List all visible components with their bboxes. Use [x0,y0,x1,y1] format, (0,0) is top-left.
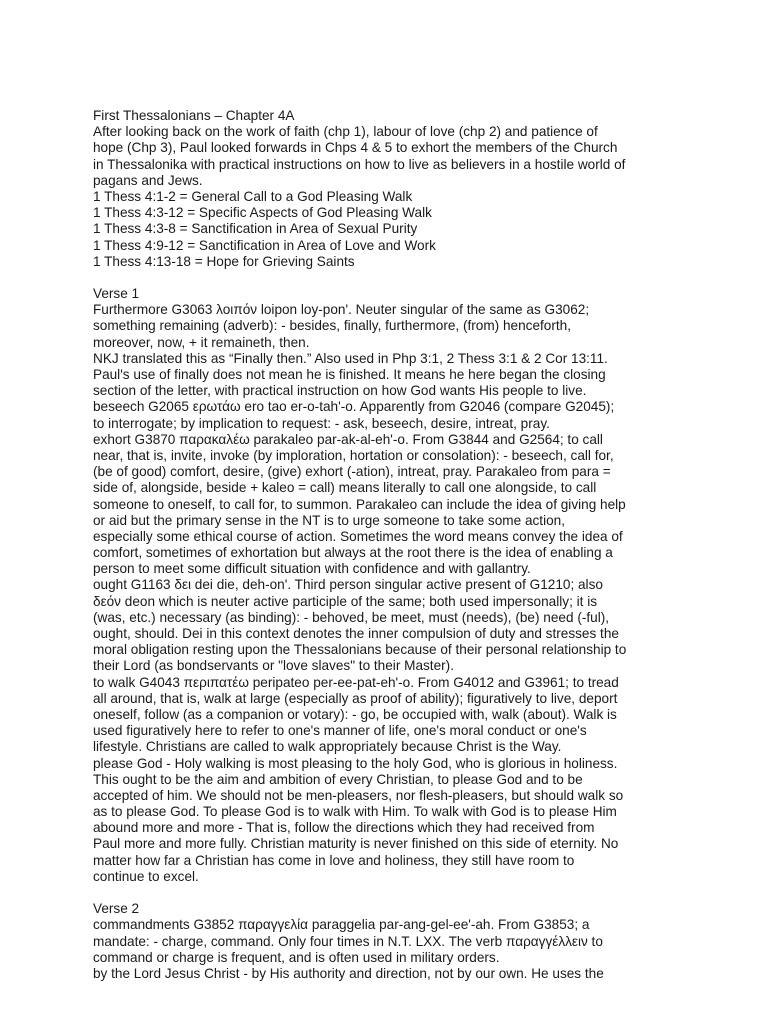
text-line: near, that is, invite, invoke (by imploration, hortation or consolation): - beseech, call for, [93,447,614,463]
text-line: lifestyle. Christians are called to walk appropriately because Christ is the Way. [93,739,562,755]
outline-item: 1 Thess 4:13-18 = Hope for Grieving Saints [93,253,355,269]
text-line: by the Lord Jesus Christ - by His authority and direction, not by our own. He uses the [93,965,604,981]
text-line: oneself, follow (as a companion or votary): - go, be occupied with, walk (about). Walk is [93,706,617,722]
text-line: someone to oneself, to call for, to summon. Parakaleo can include the idea of giving help [93,496,626,512]
text-line: something remaining (adverb): - besides, finally, furthermore, (from) henceforth, [93,318,571,334]
text-line: matter how far a Christian has come in love and holiness, they still have room to [93,852,575,868]
text-line: especially some ethical course of action. Sometimes the word means convey the idea of [93,528,623,544]
text-line: all around, that is, walk at large (especially as proof of ability); figuratively to live, deport [93,690,618,706]
text-line: (be of good) comfort, desire, (give) exhort (-ation), intreat, pray. Parakaleo from para = [93,464,611,480]
text-line: side of, alongside, beside + kaleo = call) means literally to call one alongside, to call [93,480,597,496]
outline-item: 1 Thess 4:1-2 = General Call to a God Pleasing Walk [93,188,413,204]
text-line: exhort G3870 παρακαλέω parakaleo par-ak-al-eh'-o. From G3844 and G2564; to call [93,431,603,447]
text-line: After looking back on the work of faith (chp 1), labour of love (chp 2) and patience of [93,124,598,140]
text-line: to walk G4043 περιπατέω peripateo per-ee-pat-eh'-o. From G4012 and G3961; to tread [93,674,619,690]
chapter-outline [93,189,663,270]
text-line: Paul more and more fully. Christian maturity is never finished on this side of eternity. No [93,836,619,852]
text-line: NKJ translated this as “Finally then.” Also used in Php 3:1, 2 Thess 3:1 & 2 Cor 13:11. [93,350,608,366]
verse-1-commentary [93,302,663,885]
text-line: moreover, now, + it remaineth, then. [93,334,310,350]
text-line: as to please God. To please God is to walk with Him. To walk with God is to please Him [93,804,617,820]
intro-paragraph [93,124,663,189]
text-line: pagans and Jews. [93,172,203,188]
text-line: command or charge is frequent, and is often used in military orders. [93,949,500,965]
text-line: This ought to be the aim and ambition of every Christian, to please God and to be [93,771,583,787]
verse-2-commentary [93,917,663,982]
outline-item: 1 Thess 4:9-12 = Sanctification in Area of Love and Work [93,237,436,253]
text-line: or aid but the primary sense in the NT is to urge someone to take some action, [93,512,565,528]
text-line: section of the letter, with practical instruction on how God wants His people to live. [93,383,587,399]
document-title: First Thessalonians – Chapter 4A [93,108,295,123]
text-line: in Thessalonika with practical instructions on how to live as believers in a hostile world of [93,156,626,172]
text-line: mandate: - charge, command. Only four times in N.T. LXX. The verb παραγγέλλειν to [93,933,603,949]
text-line: please God - Holy walking is most pleasing to the holy God, who is glorious in holiness. [93,755,618,771]
text-line: moral obligation resting upon the Thessalonians because of their personal relationship to [93,642,627,658]
text-line: (was, etc.) necessary (as binding): - behoved, be meet, must (needs), (be) need (-ful), [93,609,610,625]
outline-item: 1 Thess 4:3-8 = Sanctification in Area of Sexual Purity [93,221,418,237]
text-line: commandments G3852 παραγγελία paraggelia par-ang-gel-ee'-ah. From G3853; a [93,917,590,933]
text-line: ought, should. Dei in this context denotes the inner compulsion of duty and stresses the [93,626,619,641]
text-line: hope (Chp 3), Paul looked forwards in Chps 4 & 5 to exhort the members of the Church [93,140,618,156]
text-line: Furthermore G3063 λοιπόν loipon loy-pon'. Neuter singular of the same as G3062; [93,302,590,318]
text-line: ought G1163 δει dei die, deh-on'. Third person singular active present of G1210; also [93,577,603,593]
text-line: person to meet some difficult situation with confidence and with gallantry. [93,561,531,577]
verse-2-heading: Verse 2 [93,901,140,917]
document-body [93,108,663,982]
text-line: beseech G2065 ερωτάω ero tao er-o-tah'-o. Apparently from G2046 (compare G2045); [93,399,615,415]
text-line: comfort, sometimes of exhortation but always at the root there is the idea of enabling a [93,545,613,561]
text-line: abound more and more - That is, follow the directions which they had received from [93,820,595,836]
spacer [93,885,663,901]
verse-1-heading: Verse 1 [93,286,140,302]
text-line: their Lord (as bondservants or "love slaves" to their Master). [93,658,454,674]
text-line: δεόν deon which is neuter active participle of the same; both used impersonally; it is [93,593,598,609]
text-line: continue to excel. [93,868,199,884]
text-line: to interrogate; by implication to request: - ask, beseech, desire, intreat, pray. [93,415,550,431]
outline-item: 1 Thess 4:3-12 = Specific Aspects of God Pleasing Walk [93,205,432,221]
text-line: used figuratively here to refer to one's manner of life, one's moral conduct or one's [93,723,587,739]
text-line: accepted of him. We should not be men-pleasers, nor flesh-pleasers, but should walk so [93,787,624,803]
text-line: Paul's use of finally does not mean he is finished. It means he here began the closing [93,367,606,382]
spacer [93,270,663,286]
